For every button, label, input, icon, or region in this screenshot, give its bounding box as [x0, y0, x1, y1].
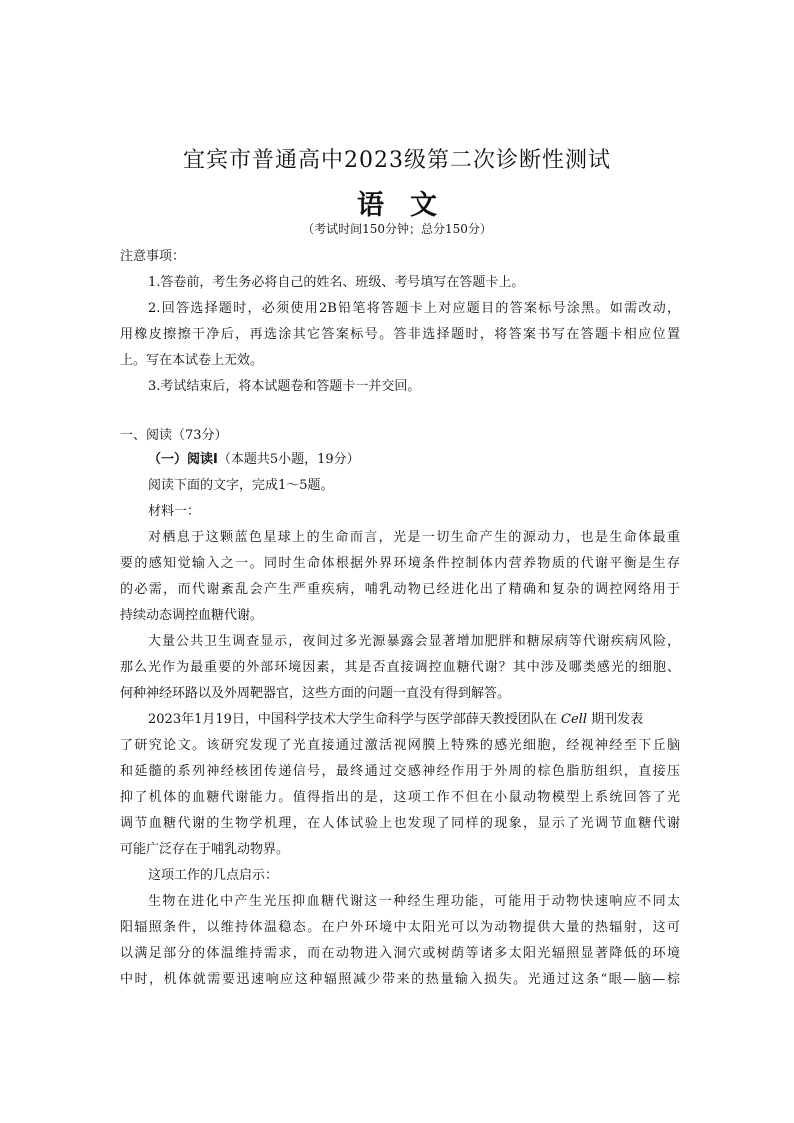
- reading-instruction: 阅读下面的文字，完成1～5题。: [148, 478, 334, 493]
- notes-list: [120, 270, 680, 400]
- paragraph-line: 那么光作为最重要的外部环境因素，其是否直接调控血糖代谢？其中涉及哪类感光的细胞、: [120, 660, 680, 675]
- paragraph-line: 生物在进化中产生光压抑血糖代谢这一种经生理功能，可能用于动物快速响应不同太: [148, 894, 680, 909]
- section-title: 一、阅读（73分）: [120, 428, 228, 443]
- note-item: 上。写在本试卷上无效。: [120, 353, 264, 368]
- paragraph-line: 中时，机体就需要迅速响应这种辐照减少带来的热量输入损失。光通过这条“眼—脑—棕: [120, 972, 680, 987]
- subsection-label: （一）阅读Ⅰ: [148, 452, 218, 467]
- section-heading: [120, 423, 680, 449]
- material-label: 材料一：: [148, 504, 201, 519]
- paragraph-line: 调节血糖代谢的生物学机理，在人体试验上也发现了同样的现象，显示了光调节血糖代谢: [120, 816, 680, 831]
- note-item: 1.答卷前，考生务必将自己的姓名、班级、考号填写在答题卡上。: [148, 275, 525, 290]
- paragraph-line: 以满足部分的体温维持需求，而在动物进入洞穴或树荫等诸多太阳光辐照显著降低的环境: [120, 946, 680, 961]
- paragraph-line: 这项工作的几点启示：: [148, 868, 279, 883]
- reading-section: [120, 447, 680, 993]
- notes-heading: [120, 244, 680, 270]
- paragraph-line: 持续动态调控血糖代谢。: [120, 608, 264, 623]
- paragraph-line: 可能广泛存在于哺乳动物界。: [120, 842, 290, 857]
- note-item: 3.考试结束后，将本试题卷和答题卡一并交回。: [148, 379, 421, 394]
- paragraph-fragment: 期刊发表: [591, 712, 644, 727]
- paragraph-line: 阳辐照条件，以维持体温稳态。在户外环境中太阳光可以为动物提供大量的热辐射，这可: [120, 920, 680, 935]
- paragraph-line: 何种神经环路以及外周靶器官，这些方面的问题一直没有得到解答。: [120, 686, 511, 701]
- journal-name: Cell: [561, 712, 588, 727]
- paragraph-line: 抑了机体的血糖代谢能力。值得指出的是，这项工作不但在小鼠动物模型上系统回答了光: [120, 790, 680, 805]
- subsection-detail: （本题共5小题，19分）: [217, 452, 360, 467]
- paragraph-fragment: 2023年1月19日，中国科学技术大学生命科学与医学部薛天教授团队在: [148, 712, 557, 727]
- subsection-heading: [120, 447, 680, 473]
- paragraph-line: 要的感知觉输入之一。同时生命体根据外界环境条件控制体内营养物质的代谢平衡是生存: [120, 556, 680, 571]
- subject-title: 语文: [357, 190, 463, 221]
- paragraph-line: 和延髓的系列神经核团传递信号，最终通过交感神经作用于外周的棕色脂肪组织，直接压: [120, 764, 680, 779]
- exam-info: （考试时间150分钟；总分150分）: [302, 222, 492, 236]
- exam-title: 宜宾市普通高中2023级第二次诊断性测试: [183, 148, 611, 173]
- paragraph-line: 的必需，而代谢紊乱会产生严重疾病，哺乳动物已经进化出了精确和复杂的调控网络用于: [120, 582, 680, 597]
- paragraph-line: [120, 707, 680, 733]
- notes-heading-text: 注意事项：: [120, 249, 186, 264]
- note-item: 2.回答选择题时，必须使用2B铅笔将答题卡上对应题目的答案标号涂黑。如需改动，: [148, 301, 680, 316]
- paragraph-line: 大量公共卫生调查显示，夜间过多光源暴露会显著增加肥胖和糖尿病等代谢疾病风险，: [148, 634, 680, 649]
- paragraph-line: 了研究论文。该研究发现了光直接通过激活视网膜上特殊的感光细胞，经视神经至下丘脑: [120, 738, 680, 753]
- paragraph-line: 对栖息于这颗蓝色星球上的生命而言，光是一切生命产生的源动力，也是生命体最重: [148, 530, 680, 545]
- note-item: 用橡皮擦擦干净后，再选涂其它答案标号。答非选择题时，将答案书写在答题卡相应位置: [120, 327, 680, 342]
